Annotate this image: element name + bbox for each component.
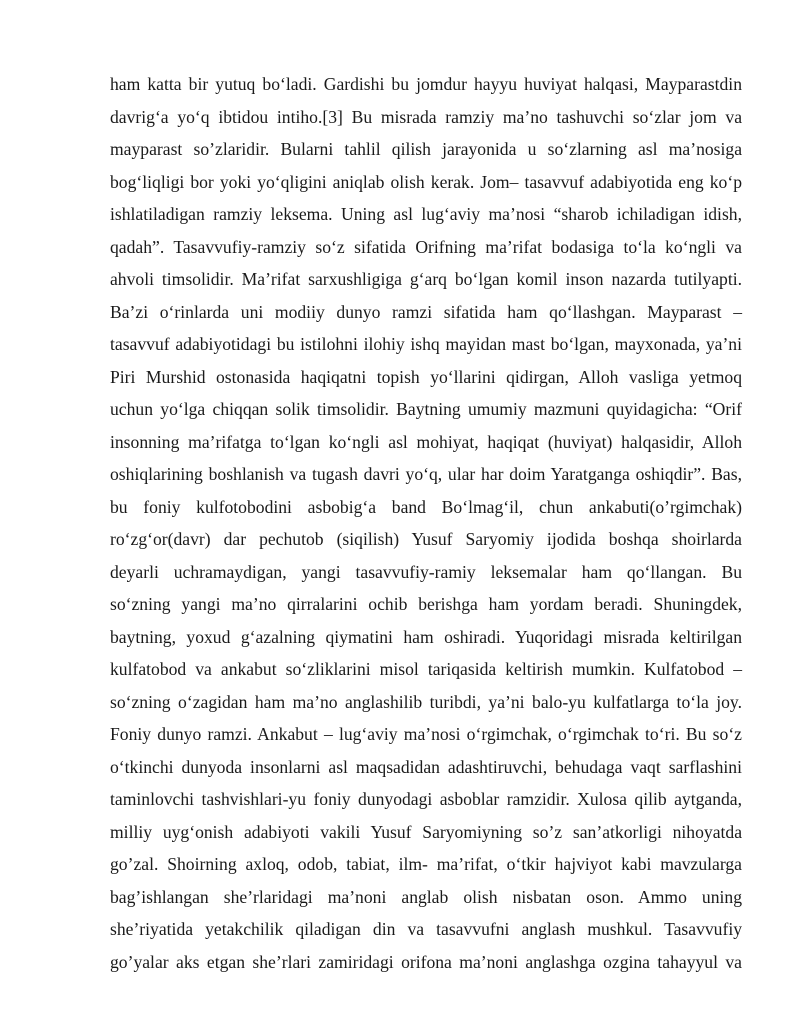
text-line: insonning ma’rifatga to‘lgan ko‘ngli asl mohiyat, haqiqat (huviyat) halqasidir, Alloh	[110, 431, 742, 452]
text-line: so‘zning yangi ma’no qirralarini ochib berishga ham yordam beradi. Shuningdek,	[110, 594, 742, 614]
text-line: kulfatobod va ankabut so‘zliklarini misol tariqasida keltirish mumkin. Kulfatobod –	[110, 659, 742, 679]
text-line: mayparast so’zlaridir. Bularni tahlil qilish jarayonida u so‘zlarning asl ma’nosiga	[110, 139, 742, 159]
document-body	[110, 68, 742, 978]
text-line: ham katta bir yutuq bo‘ladi. Gardishi bu jomdur hayyu huviyat halqasi, Mayparastdin	[110, 74, 742, 94]
text-line: taminlovchi tashvishlari-yu foniy dunyodagi asboblar ramzidir. Xulosa qilib aytganda,	[110, 789, 742, 809]
text-line: ro‘zg‘or(davr) dar pechutob (siqilish) Yusuf Saryomiy ijodida boshqa shoirlarda	[110, 529, 742, 549]
text-line: qadah”. Tasavvufiy-ramziy so‘z sifatida Orifning ma’rifat bodasiga to‘la ko‘ngli va	[110, 236, 742, 257]
text-line: bu foniy kulfotobodini asbobig‘a band Bo‘lmag‘il, chun ankabuti(o’rgimchak)	[110, 496, 742, 517]
text-line: ahvoli timsolidir. Ma’rifat sarxushligiga g‘arq bo‘lgan komil inson nazarda tutilyapti.	[110, 269, 742, 289]
text-line: davrig‘a yo‘q ibtidou intiho.[3] Bu misrada ramziy ma’no tashuvchi so‘zlar jom va	[110, 106, 742, 127]
text-line: o‘tkinchi dunyoda insonlarni asl maqsadidan adashtiruvchi, behudaga vaqt sarflashini	[110, 756, 742, 777]
text-line: bag’ishlangan she’rlaridagi ma’noni anglab olish nisbatan oson. Ammo uning	[110, 886, 742, 907]
text-line: Foniy dunyo ramzi. Ankabut – lug‘aviy ma’nosi o‘rgimchak, o‘rgimchak to‘ri. Bu so‘z	[110, 724, 742, 744]
text-line: so‘zning o‘zagidan ham ma’no anglashilib turibdi, ya’ni balo-yu kulfatlarga to‘la joy.	[110, 691, 742, 712]
text-line: go’yalar aks etgan she’rlari zamiridagi orifona ma’noni anglashga ozgina tahayyul va	[110, 951, 742, 972]
text-line: oshiqlarining boshlanish va tugash davri yo‘q, ular har doim Yaratganga oshiqdir”. Bas,	[110, 464, 742, 484]
text-line: baytning, yoxud g‘azalning qiymatini ham oshiradi. Yuqoridagi misrada keltirilgan	[110, 626, 742, 647]
text-line: Piri Murshid ostonasida haqiqatni topish yo‘llarini qidirgan, Alloh vasliga yetmoq	[110, 366, 742, 387]
text-line: she’riyatida yetakchilik qiladigan din va tasavvufni anglash mushkul. Tasavvufiy	[110, 919, 742, 939]
text-line: deyarli uchramaydigan, yangi tasavvufiy-ramiy leksemalar ham qo‘llangan. Bu	[110, 561, 742, 582]
text-line: tasavvuf adabiyotidagi bu istilohni ilohiy ishq mayidan mast bo‘lgan, mayxonada, ya’ni	[110, 334, 742, 354]
text-line: go’zal. Shoirning axloq, odob, tabiat, ilm- ma’rifat, o‘tkir hajviyot kabi mavzularga	[110, 854, 742, 874]
text-line: bog‘liqligi bor yoki yo‘qligini aniqlab olish kerak. Jom– tasavvuf adabiyotida eng ko‘p	[110, 171, 742, 192]
text-line: uchun yo‘lga chiqqan solik timsolidir. Baytning umumiy mazmuni quyidagicha: “Orif	[110, 399, 742, 419]
text-line: ishlatiladigan ramziy leksema. Uning asl lug‘aviy ma’nosi “sharob ichiladigan idish,	[110, 204, 742, 224]
text-line: milliy uyg‘onish adabiyoti vakili Yusuf Saryomiyning so’z san’atkorligi nihoyatda	[110, 821, 742, 842]
text-line: Ba’zi o‘rinlarda uni modiiy dunyo ramzi sifatida ham qo‘llashgan. Mayparast –	[110, 301, 742, 322]
